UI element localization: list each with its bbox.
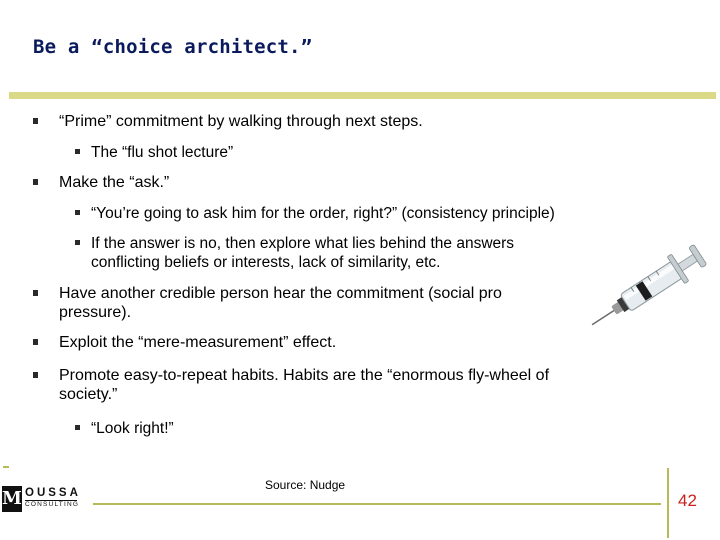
syringe-image [578,232,718,340]
slide-title: Be a “choice architect.” [33,36,313,58]
source-note: Source: Nudge [265,478,346,492]
bullet-icon [75,240,80,245]
bullet-text-line: Promote easy-to-repeat habits. Habits are the “enormous fly-wheel of [59,367,550,384]
bullet-text: “Look right!” [91,420,174,437]
bullet-icon [75,210,80,215]
bullet-text-line: society.” [59,386,118,403]
bullet-icon [75,425,80,430]
bullet-icon [33,179,38,185]
footer-divider-corner [3,466,9,468]
logo-subtitle: CONSULTING [25,501,80,508]
sub-bullet-item [91,234,514,272]
bullet-item [59,112,423,131]
bullet-icon [33,290,38,296]
footer-vertical-divider [667,468,669,538]
bullet-icon [75,149,80,154]
sub-bullet-item [91,419,174,438]
bullet-text: The “flu shot lecture” [91,144,234,161]
bullet-text-line: conflicting beliefs or interests, lack of similarity, etc. [91,254,441,271]
page-number: 42 [678,491,697,510]
logo-letter: M [2,486,22,512]
sub-bullet-item [91,143,233,162]
bullet-item [59,333,336,352]
bullet-icon [33,339,38,345]
footer-divider [93,503,661,505]
bullet-text: Exploit the “mere-measurement” effect. [59,334,337,351]
bullet-icon [33,118,38,124]
bullet-icon [33,372,38,378]
bullet-item [59,366,549,404]
logo-word: OUSSA [25,487,81,499]
sub-bullet-item [91,204,555,223]
bullet-text: “Prime” commitment by walking through next steps. [59,113,423,130]
bullet-item [59,173,169,192]
bullet-text-line: pressure). [59,304,132,321]
bullet-text: “You’re going to ask him for the order, right?” (consistency principle) [91,205,555,222]
bullet-text: Make the “ask.” [59,174,170,191]
bullet-text-line: If the answer is no, then explore what lies behind the answers [91,235,515,252]
bullet-item [59,284,502,322]
company-logo [2,486,82,514]
bullet-text-line: Have another credible person hear the commitment (social pro [59,285,502,302]
